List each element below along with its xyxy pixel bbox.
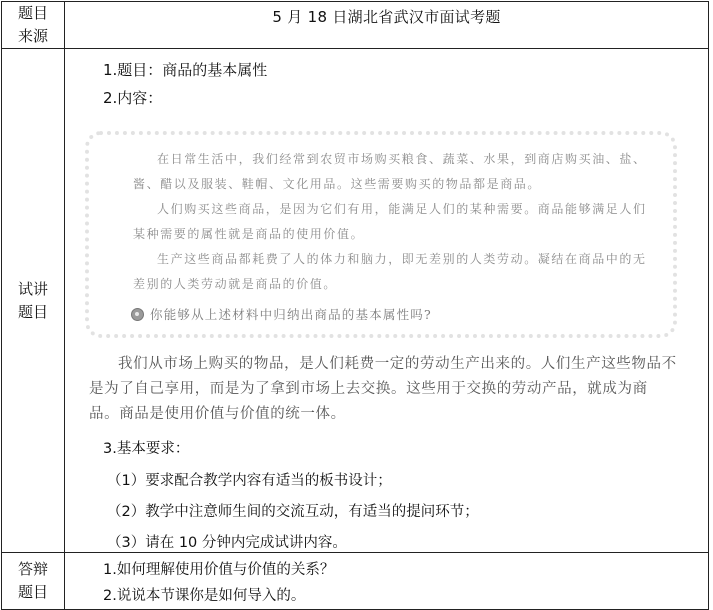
excerpt-question <box>131 305 432 323</box>
source-row <box>2 2 709 49</box>
excerpt-paragraph-2: 人们购买这些商品，是因为它们有用，能满足人们的某种需要。商品能够满足人们某种需要的属性就是商品的使用价值。 <box>133 202 647 241</box>
defense-cell <box>65 553 709 610</box>
lecture-row <box>2 49 709 553</box>
lecture-label <box>2 49 65 553</box>
bullet-icon <box>131 308 144 321</box>
lecture-label-line1: 试讲 <box>17 279 48 298</box>
source-label-line1: 题目 <box>17 4 48 22</box>
excerpt-paragraph-3: 生产这些商品都耗费了人的体力和脑力，即无差别的人类劳动。凝结在商品中的无差别的人类劳动就是商品的价值。 <box>133 252 647 291</box>
defense-row <box>2 553 709 610</box>
requirement-item: （2）教学中注意师生间的交流互动，有适当的提问环节； <box>107 504 479 520</box>
requirement-item: （1）要求配合教学内容有适当的板书设计； <box>107 473 392 489</box>
source-label-line2: 来源 <box>17 27 48 45</box>
topic-line: 1.题目：商品的基本属性 <box>103 61 268 79</box>
lecture-cell <box>65 49 709 553</box>
source-label <box>2 2 65 49</box>
source-cell <box>65 2 709 49</box>
content-label: 2.内容： <box>103 89 163 107</box>
requirements-label: 3.基本要求： <box>103 441 190 457</box>
defense-label-line1: 答辩 <box>17 560 48 578</box>
defense-question-2: 2.说说本节课你是如何导入的。 <box>103 588 306 604</box>
defense-label-line2: 题目 <box>17 583 48 601</box>
requirement-item: （3）请在 10 分钟内完成试讲内容。 <box>107 535 347 551</box>
lecture-label-line2: 题目 <box>17 302 48 321</box>
exam-title: 5 月 18 日湖北省武汉市面试考题 <box>272 8 501 26</box>
excerpt-question-text: 你能够从上述材料中归纳出商品的基本属性吗? <box>150 307 432 322</box>
excerpt-paragraph-1: 在日常生活中，我们经常到农贸市场购买粮食、蔬菜、水果，到商店购买油、盐、酱、醋以及服装、鞋帽、文化用品。这些需要购买的物品都是商品。 <box>133 152 647 191</box>
defense-label <box>2 553 65 610</box>
textbook-excerpt-box <box>85 131 677 338</box>
exam-table <box>1 1 709 610</box>
defense-question-1: 1.如何理解使用价值与价值的关系？ <box>103 562 335 578</box>
textbook-paragraph: 我们从市场上购买的物品，是人们耗费一定的劳动生产出来的。人们生产这些物品不是为了自己享用，而是为了拿到市场上去交换。这些用于交换的劳动产品，就成为商品。商品是使用价值与价值的统一体。 <box>89 356 677 422</box>
